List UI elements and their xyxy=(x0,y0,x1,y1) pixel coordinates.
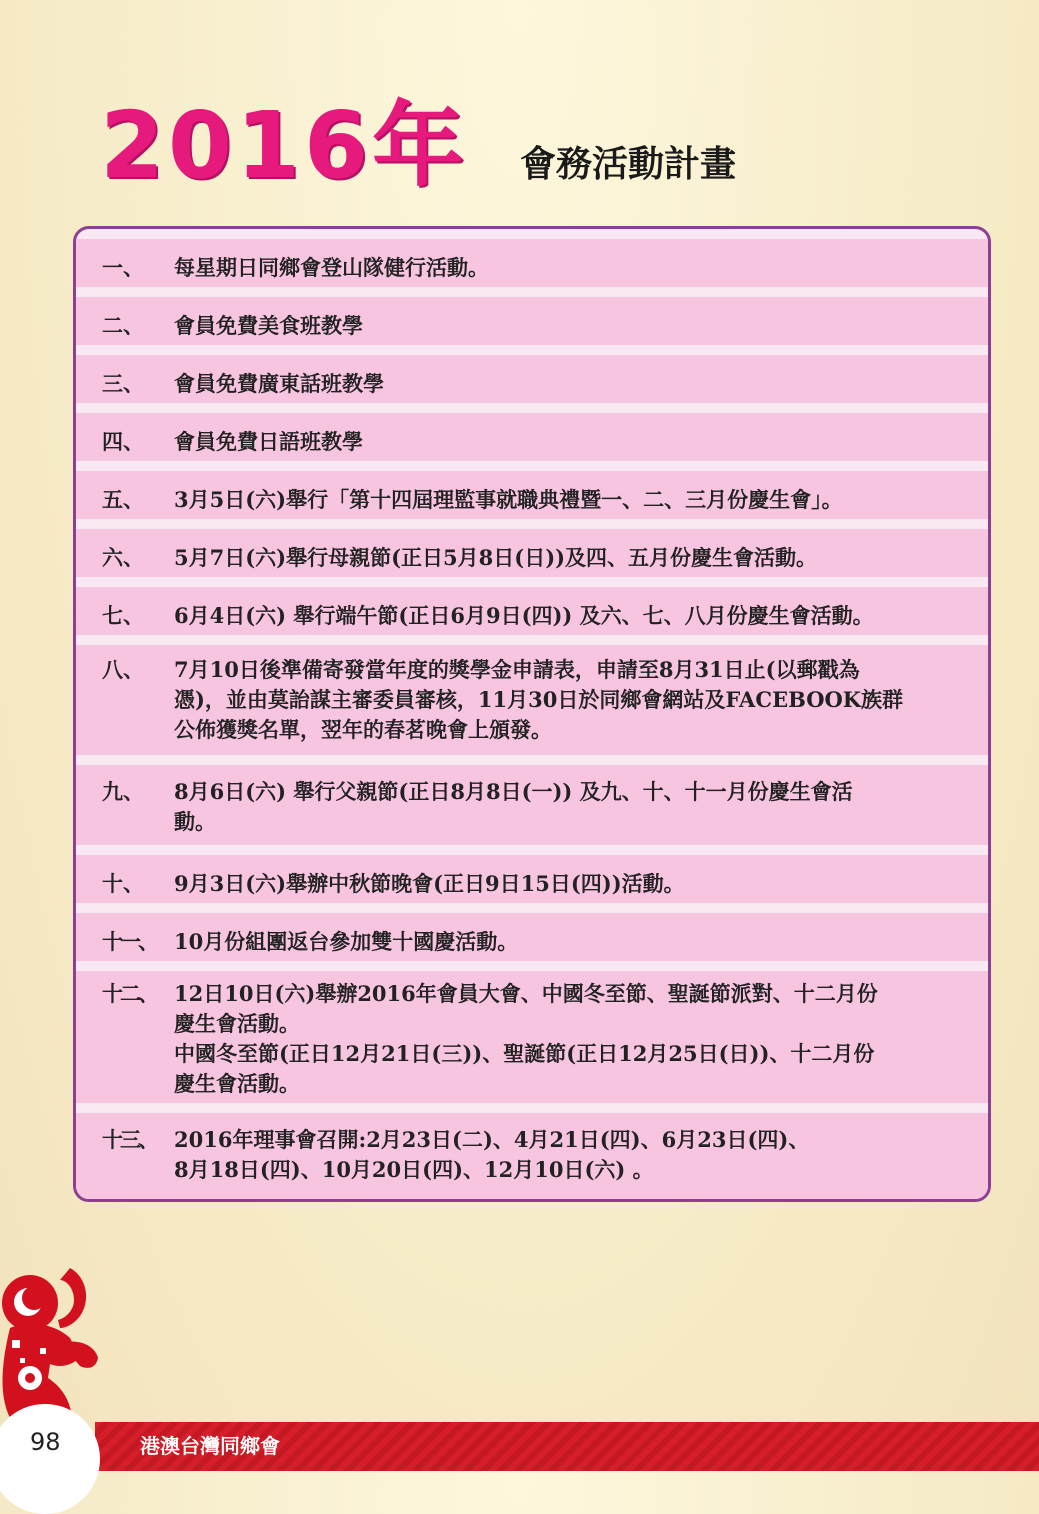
item-text: 12日10日(六)舉辦2016年會員大會、中國冬至節、聖誕節派對、十二月份 慶生會活動。 中國冬至節(正日12月21日(三))、聖誕節(正日12月25日(日))、十二月份 慶生會活動。 xyxy=(174,981,878,1096)
list-item xyxy=(76,297,988,345)
monkey-papercut-icon xyxy=(0,1258,100,1428)
item-number: 一、 xyxy=(102,255,144,280)
item-text: 會員免費美食班教學 xyxy=(174,313,363,338)
item-number: 十、 xyxy=(102,871,144,896)
item-text: 每星期日同鄉會登山隊健行活動。 xyxy=(174,255,489,280)
list-item xyxy=(76,413,988,461)
list-item xyxy=(76,239,988,287)
page-title-subtitle: 會務活動計畫 xyxy=(520,143,737,185)
item-text: 6月4日(六) 舉行端午節(正日6月9日(四)) 及六、七、八月份慶生會活動。 xyxy=(174,603,874,628)
list-item xyxy=(76,645,988,755)
list-item xyxy=(76,1113,988,1202)
item-number: 十一、 xyxy=(102,929,156,954)
item-text: 9月3日(六)舉辦中秋節晚會(正日9日15日(四))活動。 xyxy=(174,871,685,896)
list-item xyxy=(76,529,988,577)
item-number: 二、 xyxy=(102,313,144,338)
item-text: 5月7日(六)舉行母親節(正日5月8日(日))及四、五月份慶生會活動。 xyxy=(174,545,818,570)
footer-org-name: 港澳台灣同鄉會 xyxy=(140,1434,280,1458)
list-item xyxy=(76,355,988,403)
item-number: 十三、 xyxy=(102,1127,156,1152)
activity-list-panel xyxy=(73,226,991,1202)
item-number: 五、 xyxy=(102,487,144,512)
item-number: 四、 xyxy=(102,429,144,454)
item-number: 十二、 xyxy=(102,981,156,1006)
item-text: 2016年理事會召開:2月23日(二)、4月21日(四)、6月23日(四)、 8月18日(四)、10月20日(四)、12月10日(六) 。 xyxy=(174,1127,810,1182)
page-number: 98 xyxy=(30,1428,61,1456)
list-item xyxy=(76,471,988,519)
item-text: 7月10日後準備寄發當年度的獎學金申請表，申請至8月31日止(以郵戳為 憑)，並由莫詒謀主審委員審核，11月30日於同鄉會網站及FACEBOOK族群 公佈獲獎名單，翌年的春茗晚會上頒發。 xyxy=(174,657,904,742)
item-text: 8月6日(六) 舉行父親節(正日8月8日(一)) 及九、十、十一月份慶生會活 動。 xyxy=(174,779,853,834)
item-text: 會員免費廣東話班教學 xyxy=(174,371,384,396)
list-item xyxy=(76,913,988,961)
item-number: 七、 xyxy=(102,603,144,628)
item-number: 八、 xyxy=(102,657,144,682)
list-item xyxy=(76,587,988,635)
item-text: 會員免費日語班教學 xyxy=(174,429,363,454)
list-item xyxy=(76,971,988,1103)
page-title-year: 2016年 xyxy=(100,92,469,199)
item-text: 3月5日(六)舉行「第十四屆理監事就職典禮暨一、二、三月份慶生會」。 xyxy=(174,487,843,512)
item-number: 六、 xyxy=(102,545,144,570)
item-number: 三、 xyxy=(102,371,144,396)
item-number: 九、 xyxy=(102,779,144,804)
list-item xyxy=(76,855,988,903)
list-item xyxy=(76,765,988,845)
page-number-badge xyxy=(0,1404,100,1514)
item-text: 10月份組團返台參加雙十國慶活動。 xyxy=(174,929,519,954)
